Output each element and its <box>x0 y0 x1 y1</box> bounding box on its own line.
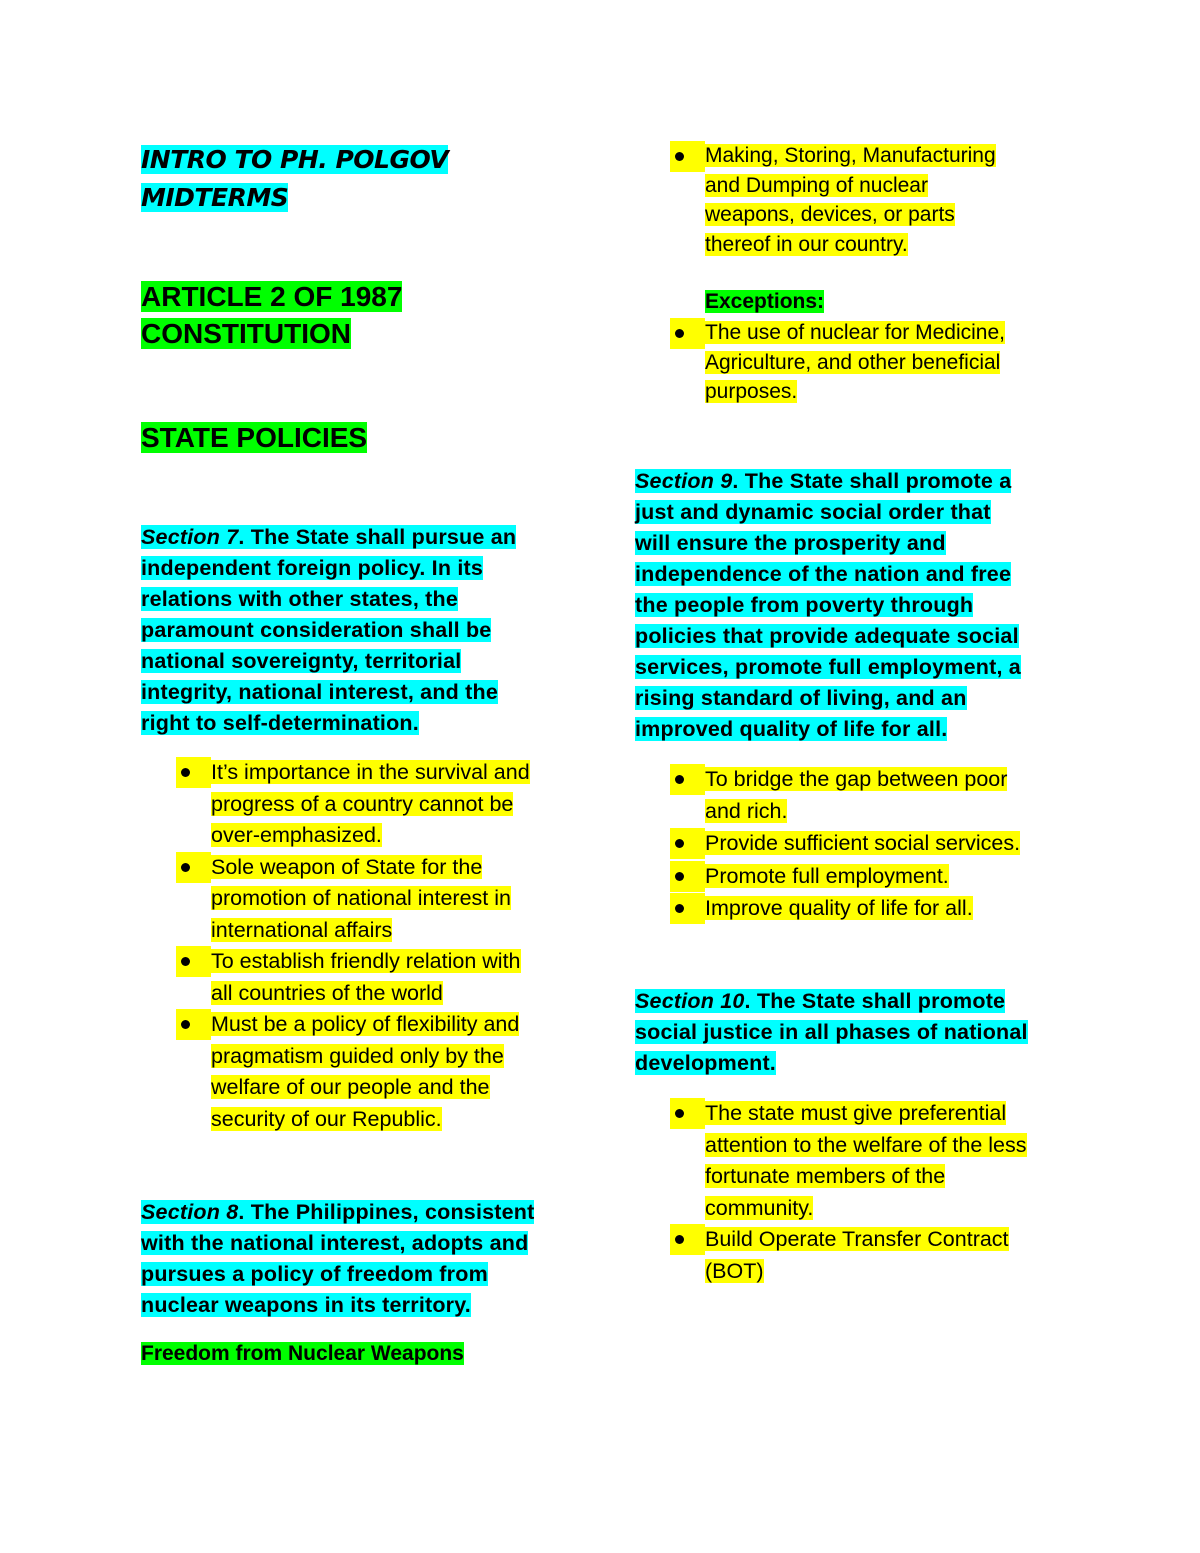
list-item <box>705 764 1065 827</box>
bullet-text-line: To establish friendly relation with <box>211 949 521 973</box>
bullet-dot-icon <box>670 861 705 892</box>
bullet-dot-icon <box>176 757 211 788</box>
section-9-line: rising standard of living, and an <box>635 686 967 710</box>
bullet-text-line: Improve quality of life for all. <box>705 896 973 920</box>
exceptions-heading <box>705 287 824 317</box>
bullet-text-line: Build Operate Transfer Contract <box>705 1227 1009 1251</box>
bullet-text-line: and Dumping of nuclear <box>705 173 928 197</box>
list-item <box>211 946 571 1009</box>
section-9-line: independence of the nation and free <box>635 562 1012 586</box>
course-title-line2: MIDTERMS <box>141 183 289 212</box>
section-8-line: with the national interest, adopts and <box>141 1231 529 1255</box>
bullet-text-line: To bridge the gap between poor <box>705 767 1008 791</box>
bullet-text-line: community. <box>705 1195 814 1220</box>
bullet-text-line: The use of nuclear for Medicine, <box>705 321 1005 344</box>
section-7-line: relations with other states, the <box>141 587 459 611</box>
bullet-dot-icon <box>670 893 705 924</box>
section-9-paragraph <box>635 466 1021 745</box>
bullet-text-line: attention to the welfare of the less <box>705 1132 1027 1157</box>
article-heading <box>141 278 402 352</box>
bullet-dot-icon <box>670 318 705 349</box>
section-9-line: improved quality of life for all. <box>635 717 948 741</box>
section-7-line: independent foreign policy. In its <box>141 556 484 580</box>
bullet-text-line: Sole weapon of State for the <box>211 854 483 879</box>
list-item <box>211 757 571 852</box>
list-item <box>211 1009 571 1135</box>
exceptions-bullets <box>705 318 1065 407</box>
bullet-dot-icon <box>670 141 705 172</box>
bullet-dot-icon <box>670 1098 705 1129</box>
list-item <box>705 828 1065 860</box>
section-10-line: . The State shall promote <box>744 989 1006 1013</box>
section-9-line: services, promote full employment, a <box>635 655 1021 679</box>
bullet-dot-icon <box>670 764 705 795</box>
section-7-bullets <box>211 757 571 1135</box>
bullet-text-line: welfare of our people and the <box>211 1075 490 1099</box>
section-7-line: . The State shall pursue an <box>238 525 517 549</box>
bullet-text-line: pragmatism guided only by the <box>211 1043 504 1068</box>
section-9-label: Section 9 <box>635 469 733 493</box>
list-item <box>705 861 1065 893</box>
section-8-line: nuclear weapons in its territory. <box>141 1293 471 1317</box>
bullet-text-line: Making, Storing, Manufacturing <box>705 144 996 167</box>
course-title <box>141 141 448 217</box>
nuclear-subheading <box>141 1339 464 1369</box>
section-9-line: the people from poverty through <box>635 593 974 617</box>
section-9-bullets <box>705 764 1065 925</box>
bullet-dot-icon <box>670 828 705 859</box>
nuclear-subheading-label: Freedom from Nuclear Weapons <box>141 1342 464 1365</box>
section-10-line: social justice in all phases of national <box>635 1020 1028 1044</box>
section-10-label: Section 10 <box>635 989 745 1013</box>
section-8-line: . The Philippines, consistent <box>238 1200 535 1224</box>
bullet-dot-icon <box>176 946 211 977</box>
bullet-text-line: It’s importance in the survival and <box>211 760 530 784</box>
list-item <box>211 852 571 947</box>
section-7-line: paramount consideration shall be <box>141 618 492 642</box>
course-title-line1: INTRO TO PH. POLGOV <box>141 145 449 174</box>
bullet-text-line: The state must give preferential <box>705 1101 1007 1125</box>
section-10-bullets <box>705 1098 1065 1287</box>
list-item <box>705 141 1065 259</box>
section-9-line: will ensure the prosperity and <box>635 531 946 555</box>
bullet-text-line: (BOT) <box>705 1258 764 1283</box>
section-8-line: pursues a policy of freedom from <box>141 1262 488 1286</box>
bullet-dot-icon <box>670 1224 705 1255</box>
bullet-text-line: fortunate members of the <box>705 1164 946 1188</box>
section-8-label: Section 8 <box>141 1200 239 1224</box>
bullet-text-line: Promote full employment. <box>705 863 949 888</box>
list-item <box>705 1098 1065 1224</box>
bullet-text-line: purposes. <box>705 380 798 403</box>
bullet-text-line: weapons, devices, or parts <box>705 203 955 226</box>
bullet-text-line: thereof in our country. <box>705 232 908 256</box>
section-9-line: . The State shall promote a <box>732 469 1012 493</box>
article-heading-line2: CONSTITUTION <box>141 318 351 349</box>
state-policies-heading <box>141 419 367 456</box>
section-9-line: policies that provide adequate social <box>635 624 1019 648</box>
section-7-line: integrity, national interest, and the <box>141 680 499 704</box>
list-item <box>705 893 1065 925</box>
section-8-paragraph <box>141 1197 534 1321</box>
bullet-text-line: progress of a country cannot be <box>211 791 514 816</box>
section-10-line: development. <box>635 1051 776 1075</box>
bullet-text-line: and rich. <box>705 798 788 823</box>
bullet-text-line: promotion of national interest in <box>211 886 511 910</box>
bullet-text-line: security of our Republic. <box>211 1106 442 1131</box>
nuclear-bullets <box>705 141 1065 259</box>
section-7-line: right to self-determination. <box>141 711 419 735</box>
section-7-label: Section 7 <box>141 525 239 549</box>
bullet-dot-icon <box>176 1009 211 1040</box>
article-heading-line1: ARTICLE 2 OF 1987 <box>141 281 403 312</box>
bullet-text-line: Agriculture, and other beneficial <box>705 350 1001 374</box>
list-item <box>705 1224 1065 1287</box>
bullet-text-line: Provide sufficient social services. <box>705 831 1021 855</box>
bullet-text-line: Must be a policy of flexibility and <box>211 1012 520 1036</box>
section-10-paragraph <box>635 986 1028 1079</box>
exceptions-heading-label: Exceptions: <box>705 290 825 313</box>
bullet-dot-icon <box>176 852 211 883</box>
bullet-text-line: all countries of the world <box>211 980 443 1005</box>
bullet-text-line: over-emphasized. <box>211 823 382 847</box>
list-item <box>705 318 1065 407</box>
bullet-text-line: international affairs <box>211 917 393 942</box>
state-policies-label: STATE POLICIES <box>141 422 368 453</box>
section-9-line: just and dynamic social order that <box>635 500 991 524</box>
section-7-line: national sovereignty, territorial <box>141 649 462 673</box>
section-7-paragraph <box>141 522 516 739</box>
